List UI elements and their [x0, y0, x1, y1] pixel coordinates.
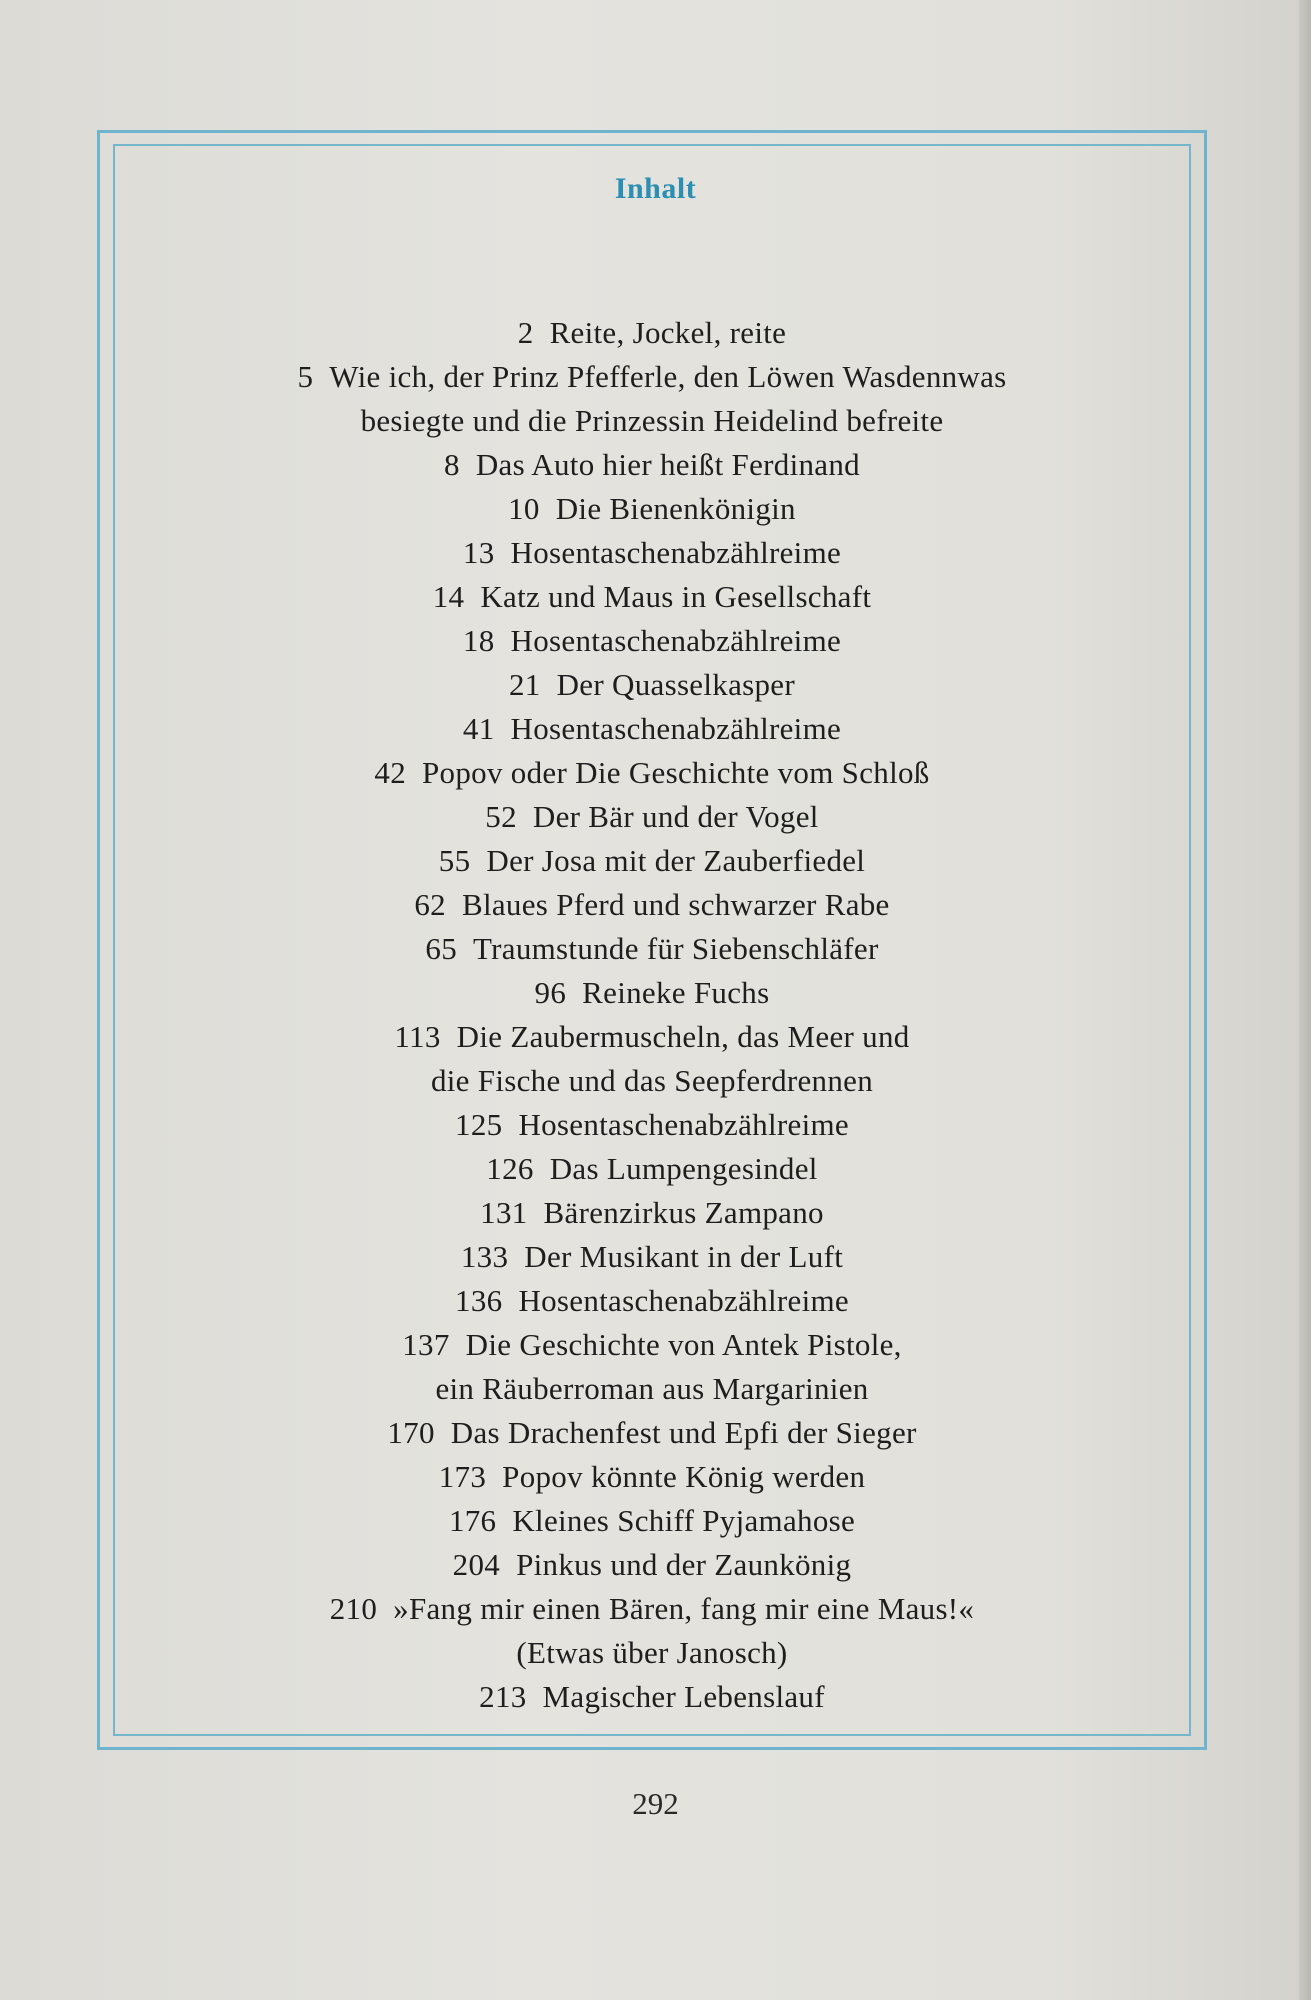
toc-entry-title: Traumstunde für Siebenschläfer [473, 931, 879, 966]
toc-entry [113, 619, 1191, 663]
toc-entry [113, 355, 1191, 399]
toc-entry-title: Blaues Pferd und schwarzer Rabe [461, 887, 890, 922]
toc-entry-title: Hosentaschenabzählreime [510, 535, 842, 570]
toc-entry [113, 1587, 1191, 1631]
toc-entry-page-number: 125 [455, 1107, 503, 1142]
toc-entry-title: Hosentaschenabzählreime [510, 623, 842, 658]
toc-entry [113, 1367, 1191, 1411]
toc-entry [113, 487, 1191, 531]
toc-entry-title: Der Bär und der Vogel [532, 799, 819, 834]
toc-entry-page-number: 136 [455, 1283, 503, 1318]
toc-entry-title: Kleines Schiff Pyjamahose [512, 1503, 856, 1538]
toc-entry-page-number: 113 [394, 1019, 441, 1054]
toc-entry [113, 1543, 1191, 1587]
toc-entry [113, 971, 1191, 1015]
toc-entry-title: die Fische und das Seepferdrennen [430, 1063, 874, 1098]
toc-entry-page-number: 131 [480, 1195, 528, 1230]
toc-entry [113, 1059, 1191, 1103]
page-title: Inhalt [614, 172, 697, 205]
toc-entry [113, 399, 1191, 443]
toc-entry-title: Die Geschichte von Antek Pistole, [465, 1327, 902, 1362]
toc-entry [113, 707, 1191, 751]
toc-entry-title: Die Zaubermuscheln, das Meer und [456, 1019, 910, 1054]
toc-entry [113, 663, 1191, 707]
toc-entry [113, 1235, 1191, 1279]
toc-entry-title: Der Josa mit der Zauberfiedel [486, 843, 866, 878]
toc-entry [113, 839, 1191, 883]
toc-entry-page-number: 96 [534, 975, 567, 1010]
toc-entry [113, 883, 1191, 927]
toc-entry [113, 1279, 1191, 1323]
table-of-contents [113, 311, 1191, 1719]
toc-entry-title: »Fang mir einen Bären, fang mir eine Maus!« [393, 1591, 975, 1626]
toc-entry-title: Katz und Maus in Gesellschaft [480, 579, 872, 614]
toc-entry-title: Wie ich, der Prinz Pfefferle, den Löwen Wasdennwas [329, 359, 1007, 394]
toc-entry-page-number: 14 [432, 579, 465, 614]
toc-entry-title: Das Auto hier heißt Ferdinand [475, 447, 860, 482]
toc-entry [113, 1015, 1191, 1059]
toc-entry-title: (Etwas über Janosch) [516, 1635, 788, 1670]
toc-entry-page-number: 2 [517, 315, 534, 350]
toc-entry [113, 1499, 1191, 1543]
toc-entry-page-number: 170 [387, 1415, 435, 1450]
toc-entry-page-number: 13 [462, 535, 495, 570]
page-number: 292 [632, 1786, 679, 1821]
toc-entry-title: Pinkus und der Zaunkönig [516, 1547, 852, 1582]
toc-entry-page-number: 8 [444, 447, 460, 482]
page-edge-shadow [1299, 0, 1311, 2000]
toc-entry [113, 1147, 1191, 1191]
toc-entry [113, 1411, 1191, 1455]
toc-entry-title: Hosentaschenabzählreime [510, 711, 842, 746]
toc-entry-title: Der Quasselkasper [556, 667, 795, 702]
toc-entry-page-number: 210 [329, 1591, 378, 1626]
toc-entry [113, 927, 1191, 971]
toc-entry-page-number: 137 [402, 1327, 450, 1362]
toc-entry-title: Reite, Jockel, reite [549, 315, 787, 350]
toc-entry [113, 531, 1191, 575]
toc-entry-page-number: 5 [297, 359, 314, 394]
toc-entry-title: besiegte und die Prinzessin Heidelind befreite [360, 403, 944, 438]
toc-entry-page-number: 213 [479, 1679, 527, 1714]
toc-entry [113, 311, 1191, 355]
toc-entry [113, 1631, 1191, 1675]
toc-entry [113, 1103, 1191, 1147]
toc-entry [113, 751, 1191, 795]
toc-entry-title: Hosentaschenabzählreime [518, 1283, 849, 1318]
toc-entry-title: Popov oder Die Geschichte vom Schloß [422, 755, 930, 790]
toc-entry [113, 1323, 1191, 1367]
toc-entry-page-number: 18 [462, 623, 495, 658]
toc-entry-title: Das Drachenfest und Epfi der Sieger [450, 1415, 917, 1450]
toc-entry-title: Hosentaschenabzählreime [518, 1107, 849, 1142]
toc-entry [113, 443, 1191, 487]
toc-entry-title: Bärenzirkus Zampano [543, 1195, 824, 1230]
toc-entry-page-number: 133 [460, 1239, 509, 1274]
toc-entry [113, 575, 1191, 619]
toc-entry-page-number: 52 [485, 799, 517, 834]
toc-entry-page-number: 62 [414, 887, 446, 922]
toc-entry-page-number: 176 [448, 1503, 497, 1538]
toc-entry-title: ein Räuberroman aus Margarinien [435, 1371, 869, 1406]
toc-entry-page-number: 42 [374, 755, 407, 790]
toc-entry [113, 1455, 1191, 1499]
toc-entry [113, 1675, 1191, 1719]
toc-entry-page-number: 126 [486, 1151, 534, 1186]
toc-entry-title: Reineke Fuchs [582, 975, 770, 1010]
toc-entry-title: Magischer Lebenslauf [542, 1679, 825, 1714]
toc-entry-title: Die Bienenkönigin [555, 491, 796, 526]
toc-entry-page-number: 65 [425, 931, 457, 966]
toc-entry-page-number: 204 [452, 1547, 501, 1582]
toc-entry-title: Der Musikant in der Luft [524, 1239, 844, 1274]
toc-entry-title: Popov könnte König werden [502, 1459, 866, 1494]
toc-entry-page-number: 21 [509, 667, 541, 702]
toc-entry [113, 1191, 1191, 1235]
toc-entry-page-number: 173 [438, 1459, 487, 1494]
toc-entry [113, 795, 1191, 839]
toc-entry-page-number: 41 [462, 711, 495, 746]
toc-entry-page-number: 55 [438, 843, 471, 878]
toc-entry-page-number: 10 [508, 491, 540, 526]
toc-entry-title: Das Lumpengesindel [549, 1151, 818, 1186]
